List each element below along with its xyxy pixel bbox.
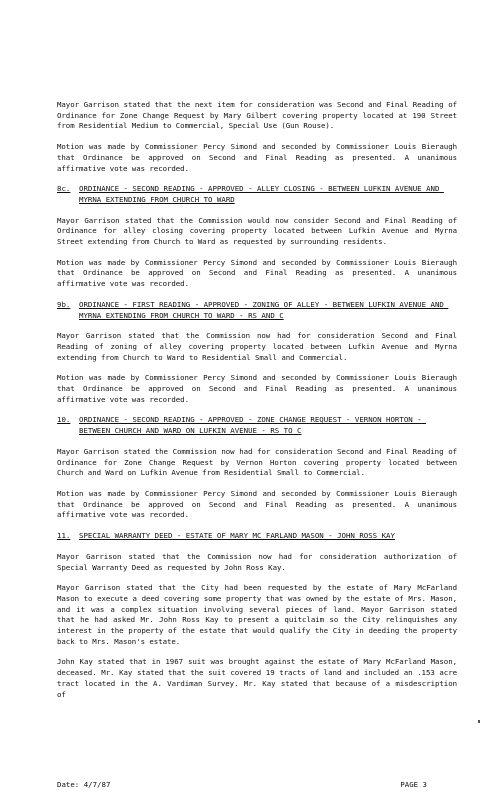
section-heading (57, 415, 457, 436)
section-number: 9b. (57, 299, 71, 309)
paragraph: Motion was made by Commissioner Percy Simond and seconded by Commissioner Louis Bieraugh that Ordinance be approved on Second and Final Reading as presented. A unanimous affirmative vote was recorded. (57, 488, 462, 520)
paragraph: Mayor Garrison stated that the Commission now had for consideration Second and Final Reading of zoning of alley covering property located between Lufkin Avenue and Myrna extending from Church to Ward to Residential Small and Commercial. (57, 331, 462, 362)
paragraph: Mayor Garrison stated that the Commission would now consider Second and Final Reading of Ordinance for alley closing covering property located between Lufkin Avenue and Myrna Street extending from Church to Ward as requested by surrounding residents. (57, 215, 462, 247)
paragraph: Mayor Garrison stated the Commission now had for consideration Second and Final Reading of Ordinance for Zone Change Request by Vernon Horton covering property located between Church and Ward on Lufkin Avenue from Residential Small to Commercial. (57, 446, 462, 478)
footer-date: Date: 4/7/87 (57, 780, 111, 789)
section-heading (57, 300, 457, 321)
paragraph: Motion was made by Commissioner Percy Simond and seconded by Commissioner Louis Bieraugh that Ordinance be approved on Second and Final Reading as presented. A unanimous affirmative vote was recorded. (57, 373, 462, 404)
section-number: 10. (57, 415, 71, 425)
section-heading (57, 531, 457, 542)
paragraph: Motion was made by Commissioner Percy Simond and seconded by Commissioner Louis Bieraugh that Ordinance be approved on Second and Final Reading as presented. A unanimous affirmative vote was recorded. (57, 142, 462, 173)
section-title: ORDINANCE - SECOND READING - APPROVED - ALLEY CLOSING - BETWEEN LUFKIN AVENUE AND MYRNA EXTENDING FROM CHURCH TO WARD (79, 184, 444, 204)
section-number: 8c. (57, 184, 71, 194)
paragraph: John Kay stated that in 1967 suit was brought against the estate of Mary McFarland Mason, deceased. Mr. Kay stated that the suit covered 19 tracts of land and included an .153 acre tract located in the A. Vardiman Survey. Mr. Kay stated that because of a misdescription of (57, 657, 462, 699)
minutes-page (57, 100, 462, 710)
paragraph: Mayor Garrison stated that the next item for consideration was Second and Final Reading of Ordinance for Zone Change Request by Mary Gilbert covering property located at 190 Street from Residential Medium to Commercial, Special Use (Gun Rouse). (57, 100, 462, 131)
section-title: ORDINANCE - FIRST READING - APPROVED - ZONING OF ALLEY - BETWEEN LUFKIN AVENUE AND MYRNA EXTENDING FROM CHURCH TO WARD - RS AND C (79, 299, 449, 320)
page-footer (57, 780, 457, 790)
scan-mark (478, 720, 480, 723)
paragraph: Mayor Garrison stated that the Commission now had for consideration authorization of Special Warranty Deed as requested by John Ross Kay. (57, 551, 462, 572)
paragraph: Mayor Garrison stated that the City had been requested by the estate of Mary McFarland Mason to execute a deed covering some property that was owned by the estate of Mrs. Mason, and it was a complex situation involving several pieces of land. Mayor Garrison stated that he had asked Mr. John Ross Kay to present a quitclaim so the City relinquishes any interest in the property of the estate that would qualify the City in deeding the property back to Mrs. Mason's estate. (57, 583, 462, 646)
section-heading (57, 184, 457, 205)
paragraph: Motion was made by Commissioner Percy Simond and seconded by Commissioner Louis Bieraugh that Ordinance be approved on Second and Final Reading as presented. A unanimous affirmative vote was recorded. (57, 257, 462, 289)
section-title: SPECIAL WARRANTY DEED - ESTATE OF MARY MC FARLAND MASON - JOHN ROSS KAY (79, 531, 395, 541)
section-number: 11. (57, 531, 71, 541)
page-number: PAGE 3 (400, 780, 427, 789)
section-title: ORDINANCE - SECOND READING - APPROVED - ZONE CHANGE REQUEST - VERNON HORTON - BETWEEN CHURCH AND WARD ON LUFKIN AVENUE - RS TO C (79, 415, 427, 436)
